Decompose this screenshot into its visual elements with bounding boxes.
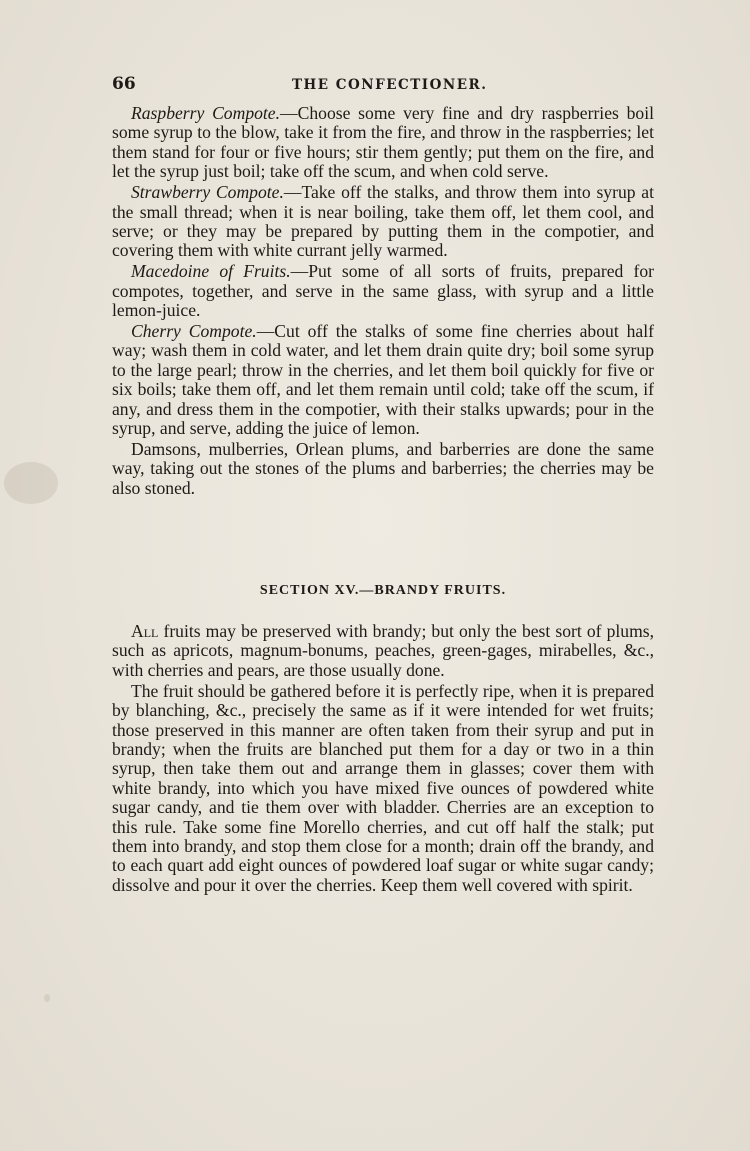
- recipe-paragraph: [112, 322, 654, 438]
- page-header: [112, 74, 654, 98]
- compote-recipes: [112, 104, 654, 500]
- paragraph-text: fruits may be preserved with brandy; but only the best sort of plums, such as apricots, magnum-bonums, peaches, green-gages, mirabelles, &c., with cherries and pears, are those usually done.: [112, 621, 654, 680]
- recipe-title: Raspberry Compote.: [131, 103, 281, 123]
- section-paragraph: [112, 622, 654, 680]
- recipe-paragraph: [112, 440, 654, 498]
- recipe-paragraph: [112, 183, 654, 261]
- recipe-title: Macedoine of Fruits.: [131, 261, 291, 282]
- page-number: 66: [112, 74, 136, 94]
- paragraph-text: The fruit should be gathered before it is perfectly ripe, when it is prepared by blanching, &c., precisely the same as if it were intended for wet fruits; those preserved in this manner are often taken from their syrup and put in brandy; when the fruits are blanched put them for a day or two in a thin syrup, then take them out and arrange them in glasses; cover them with white brandy, into which you have mixed five ounces of powdered white sugar candy, and tie them over with bladder. Cherries are an exception to this rule. Take some fine Morello cherries, and cut off half the stalk; put them into brandy, and stop them close for a month; drain off the brandy, and to each quart add eight ounces of powdered loaf sugar or white sugar candy; dissolve and pour it over the cherries. Keep them well covered with spirit.: [112, 680, 654, 895]
- brandy-fruits-text: [112, 622, 654, 897]
- paper-stain: [4, 462, 58, 504]
- paper-speck: [44, 994, 50, 1002]
- recipe-text: Damsons, mulberries, Orlean plums, and barberries are done the same way, taking out the stones of the plums and barberries; the cherries may be also stoned.: [112, 438, 654, 498]
- recipe-title: Strawberry Compote.: [131, 182, 284, 203]
- section-paragraph: [112, 682, 654, 895]
- recipe-text: —Take off the stalks, and throw them into syrup at the small thread; when it is near boiling, take them off, let them cool, and serve; or they may be prepared by putting them in the compotier, and covering them with white currant jelly warmed.: [112, 182, 654, 261]
- recipe-text: —Put some of all sorts of fruits, prepared for compotes, together, and serve in the same glass, with syrup and a little lemon-juice.: [112, 261, 654, 321]
- recipe-paragraph: [112, 104, 654, 182]
- recipe-text: —Cut off the stalks of some fine cherries about half way; wash them in cold water, and let them drain quite dry; boil some syrup to the large pearl; throw in the cherries, and let them boil quickly for five or six boils; take them off, and let them remain until cold; take off the scum, if any, and dress them in the compotier, with their stalks upwards; pour in the syrup, and serve, adding the juice of lemon.: [112, 320, 654, 438]
- running-head: THE CONFECTIONER.: [292, 77, 488, 93]
- recipe-text: —Choose some very fine and dry raspberries boil some syrup to the blow, take it from the fire, and throw in the raspberries; let them stand for four or five hours; stir them gently; put them on the fire, and let the syrup just boil; take off the scum, and when cold serve.: [112, 103, 655, 182]
- lead-word: All: [131, 621, 159, 641]
- recipe-paragraph: [112, 262, 654, 320]
- section-heading: SECTION XV.—BRANDY FRUITS.: [259, 583, 507, 598]
- recipe-title: Cherry Compote.: [131, 320, 257, 341]
